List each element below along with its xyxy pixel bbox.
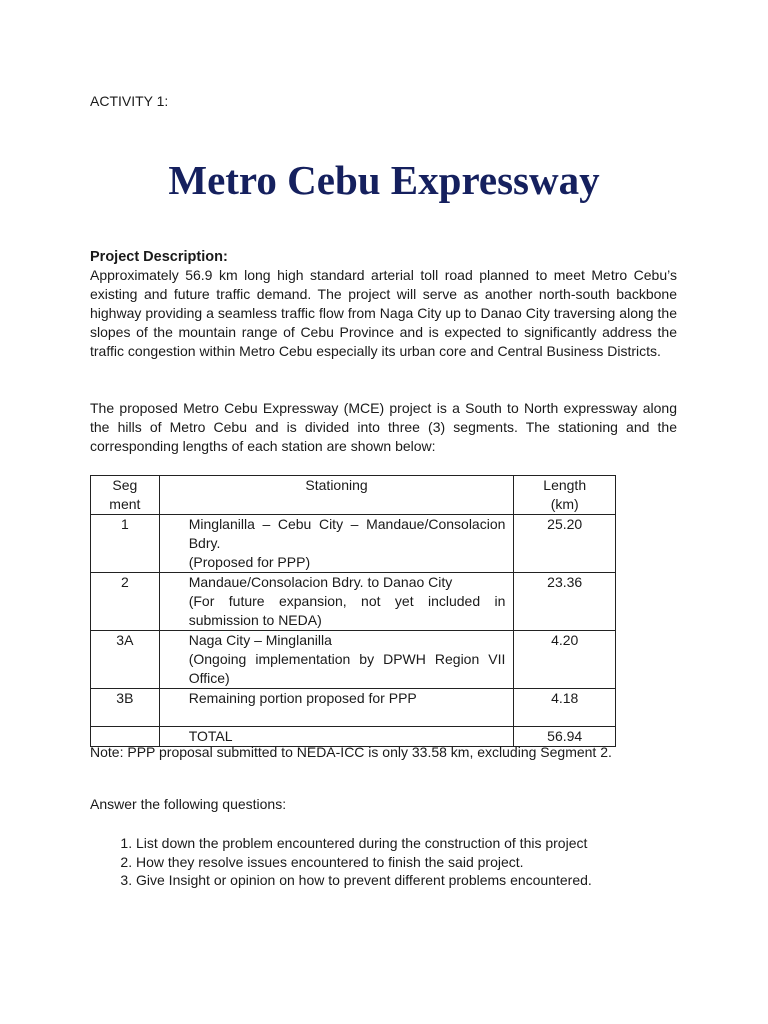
segments-intro-paragraph: The proposed Metro Cebu Expressway (MCE) project is a South to North expressway along the hills of Metro Cebu and is divided into three (3) segments. The stationing and the corresponding lengths of each station are shown below: <box>90 400 677 454</box>
segment-cell: 1 <box>91 515 160 573</box>
length-cell: 4.18 <box>514 689 616 727</box>
length-cell: 25.20 <box>514 515 616 573</box>
table-header-row <box>91 476 616 515</box>
total-label-cell: TOTAL <box>159 727 514 747</box>
list-item: 1. List down the problem encountered during the construction of this project <box>136 834 592 853</box>
questions-intro: Answer the following questions: <box>90 796 287 812</box>
total-length-cell: 56.94 <box>514 727 616 747</box>
project-description-heading: Project Description: <box>90 249 228 265</box>
page-title: Metro Cebu Expressway <box>168 157 600 203</box>
list-item: 2. How they resolve issues encountered to finish the said project. <box>136 853 592 872</box>
activity-label: ACTIVITY 1: <box>90 93 169 109</box>
segment-cell: 2 <box>91 573 160 631</box>
length-header: Length (km) <box>514 476 616 515</box>
segments-table <box>90 475 616 747</box>
segment-cell: 3B <box>91 689 160 727</box>
segment-header: Seg ment <box>91 476 160 515</box>
table-note: Note: PPP proposal submitted to NEDA-ICC is only 33.58 km, excluding Segment 2. <box>90 744 612 760</box>
length-cell: 4.20 <box>514 631 616 689</box>
length-cell: 23.36 <box>514 573 616 631</box>
project-description-paragraph: Approximately 56.9 km long high standard arterial toll road planned to meet Metro Cebu’s existing and future traffic demand. The project will serve as another north-south backbone highway providing a seamless traffic flow from Naga City up to Danao City traversing along the slopes of the mountain range of Cebu Province and is expected to significantly address the traffic congestion within Metro Cebu especially its urban core and Central Business Districts. <box>90 267 677 359</box>
stationing-header: Stationing <box>159 476 514 515</box>
stationing-cell: Remaining portion proposed for PPP <box>159 689 514 727</box>
stationing-cell: Minglanilla – Cebu City – Mandaue/Consolacion Bdry. (Proposed for PPP) <box>159 515 514 573</box>
segment-cell: 3A <box>91 631 160 689</box>
table-row <box>91 515 616 573</box>
table-row <box>91 689 616 727</box>
table-row <box>91 631 616 689</box>
list-item: 3. Give Insight or opinion on how to prevent different problems encountered. <box>136 871 592 890</box>
table-row <box>91 573 616 631</box>
questions-list <box>90 834 592 890</box>
stationing-cell: Naga City – Minglanilla (Ongoing implementation by DPWH Region VII Office) <box>159 631 514 689</box>
stationing-cell: Mandaue/Consolacion Bdry. to Danao City (For future expansion, not yet included in submission to NEDA) <box>159 573 514 631</box>
